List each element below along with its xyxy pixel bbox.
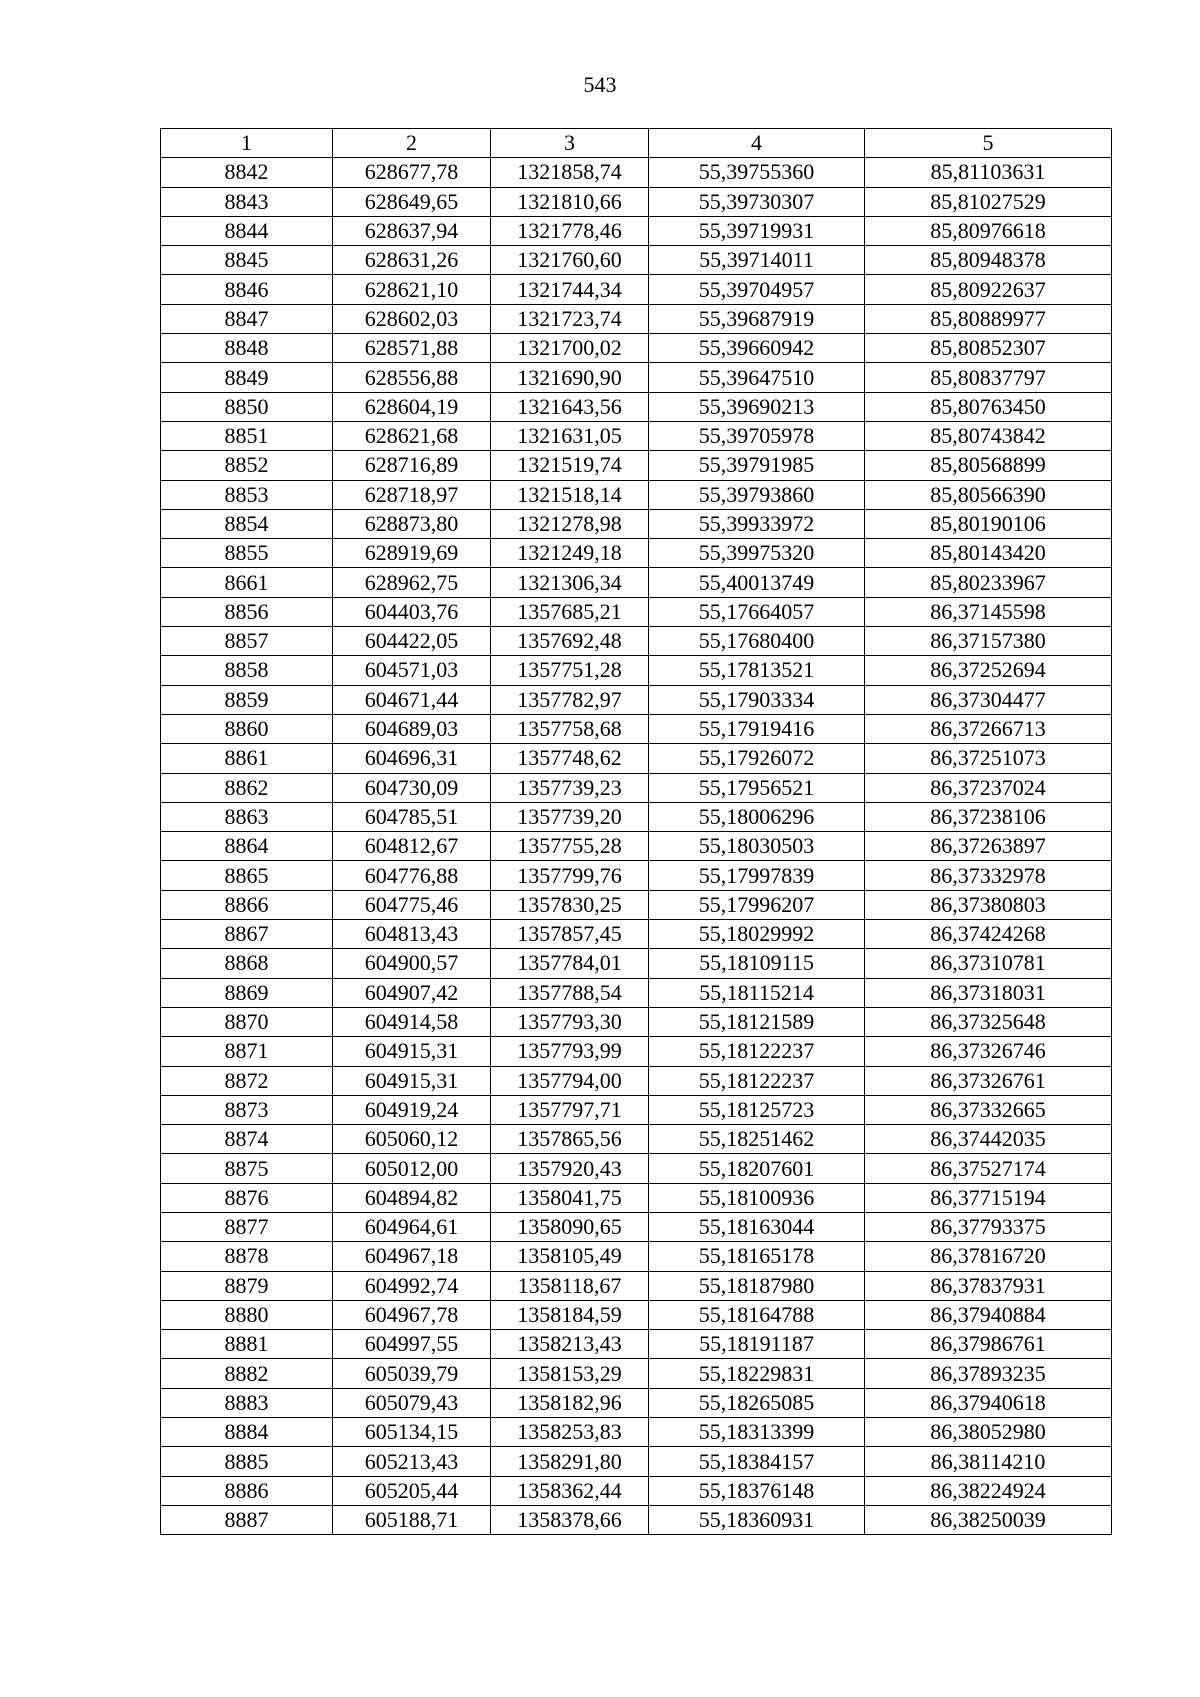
table-cell-col-4: 55,18125723	[649, 1095, 865, 1124]
table-cell-col-4: 55,39704957	[649, 275, 865, 304]
table-cell-col-5: 86,37310781	[865, 949, 1112, 978]
table-cell-col-4: 55,18384157	[649, 1447, 865, 1476]
table-cell-col-5: 86,37251073	[865, 744, 1112, 773]
table-row	[161, 1095, 1112, 1124]
table-row	[161, 1505, 1112, 1534]
coordinates-table	[160, 128, 1112, 1535]
table-cell-col-1: 8885	[161, 1447, 333, 1476]
table-cell-col-2: 604919,24	[333, 1095, 491, 1124]
table-cell-col-1: 8863	[161, 802, 333, 831]
table-cell-col-5: 86,37266713	[865, 714, 1112, 743]
table-cell-col-5: 85,80233967	[865, 568, 1112, 597]
table-cell-col-2: 604967,18	[333, 1242, 491, 1271]
column-header-4: 4	[649, 129, 865, 158]
table-cell-col-3: 1357739,23	[491, 773, 649, 802]
table-cell-col-3: 1357920,43	[491, 1154, 649, 1183]
table-row	[161, 597, 1112, 626]
table-cell-col-5: 85,80763450	[865, 392, 1112, 421]
table-row	[161, 773, 1112, 802]
table-cell-col-2: 628962,75	[333, 568, 491, 597]
table-cell-col-4: 55,18229831	[649, 1359, 865, 1388]
table-row	[161, 1212, 1112, 1241]
table-row	[161, 1476, 1112, 1505]
table-cell-col-1: 8846	[161, 275, 333, 304]
table-row	[161, 158, 1112, 187]
table-cell-col-1: 8880	[161, 1300, 333, 1329]
table-row	[161, 568, 1112, 597]
table-cell-col-4: 55,18265085	[649, 1388, 865, 1417]
table-cell-col-5: 86,37332665	[865, 1095, 1112, 1124]
table-cell-col-1: 8867	[161, 920, 333, 949]
table-cell-col-5: 86,37816720	[865, 1242, 1112, 1271]
table-cell-col-1: 8862	[161, 773, 333, 802]
table-cell-col-4: 55,39755360	[649, 158, 865, 187]
table-cell-col-3: 1321858,74	[491, 158, 649, 187]
table-cell-col-5: 86,38052980	[865, 1418, 1112, 1447]
table-cell-col-3: 1357751,28	[491, 656, 649, 685]
table-cell-col-1: 8857	[161, 627, 333, 656]
table-cell-col-1: 8851	[161, 421, 333, 450]
table-cell-col-3: 1358213,43	[491, 1330, 649, 1359]
table-cell-col-3: 1357793,99	[491, 1037, 649, 1066]
table-cell-col-5: 86,38250039	[865, 1505, 1112, 1534]
table-cell-col-1: 8868	[161, 949, 333, 978]
table-cell-col-2: 628677,78	[333, 158, 491, 187]
table-cell-col-2: 628556,88	[333, 363, 491, 392]
table-cell-col-5: 85,80837797	[865, 363, 1112, 392]
table-cell-col-2: 628873,80	[333, 509, 491, 538]
table-cell-col-2: 604422,05	[333, 627, 491, 656]
table-cell-col-3: 1357793,30	[491, 1007, 649, 1036]
table-cell-col-3: 1321643,56	[491, 392, 649, 421]
table-cell-col-1: 8870	[161, 1007, 333, 1036]
table-cell-col-1: 8887	[161, 1505, 333, 1534]
table-cell-col-1: 8879	[161, 1271, 333, 1300]
table-cell-col-3: 1358105,49	[491, 1242, 649, 1271]
table-cell-col-2: 604671,44	[333, 685, 491, 714]
table-cell-col-4: 55,17664057	[649, 597, 865, 626]
table-cell-col-2: 628571,88	[333, 334, 491, 363]
table-cell-col-3: 1358253,83	[491, 1418, 649, 1447]
table-cell-col-4: 55,18187980	[649, 1271, 865, 1300]
table-header	[161, 129, 1112, 158]
table-cell-col-5: 85,80852307	[865, 334, 1112, 363]
table-cell-col-5: 86,37332978	[865, 861, 1112, 890]
table-cell-col-2: 604894,82	[333, 1183, 491, 1212]
table-cell-col-2: 604915,31	[333, 1066, 491, 1095]
table-cell-col-2: 628637,94	[333, 216, 491, 245]
table-cell-col-5: 85,80948378	[865, 246, 1112, 275]
table-cell-col-5: 85,81103631	[865, 158, 1112, 187]
table-cell-col-2: 604907,42	[333, 978, 491, 1007]
table-row	[161, 1418, 1112, 1447]
table-cell-col-5: 86,37893235	[865, 1359, 1112, 1388]
table-cell-col-1: 8883	[161, 1388, 333, 1417]
table-cell-col-3: 1321306,34	[491, 568, 649, 597]
table-cell-col-2: 605079,43	[333, 1388, 491, 1417]
table-cell-col-1: 8856	[161, 597, 333, 626]
table-cell-col-2: 604915,31	[333, 1037, 491, 1066]
table-cell-col-4: 55,18100936	[649, 1183, 865, 1212]
table-cell-col-1: 8872	[161, 1066, 333, 1095]
table-cell-col-2: 628718,97	[333, 480, 491, 509]
header-row	[161, 129, 1112, 158]
table-cell-col-2: 604813,43	[333, 920, 491, 949]
table-cell-col-4: 55,39687919	[649, 304, 865, 333]
table-cell-col-1: 8858	[161, 656, 333, 685]
table-cell-col-1: 8877	[161, 1212, 333, 1241]
table-cell-col-5: 86,37793375	[865, 1212, 1112, 1241]
table-cell-col-3: 1321249,18	[491, 539, 649, 568]
table-cell-col-4: 55,18121589	[649, 1007, 865, 1036]
table-row	[161, 421, 1112, 450]
table-cell-col-3: 1321278,98	[491, 509, 649, 538]
table-cell-col-5: 86,37237024	[865, 773, 1112, 802]
table-row	[161, 685, 1112, 714]
table-cell-col-4: 55,18030503	[649, 832, 865, 861]
table-cell-col-4: 55,18165178	[649, 1242, 865, 1271]
table-cell-col-1: 8886	[161, 1476, 333, 1505]
table-cell-col-3: 1358362,44	[491, 1476, 649, 1505]
table-cell-col-3: 1357784,01	[491, 949, 649, 978]
table-cell-col-1: 8873	[161, 1095, 333, 1124]
table-body	[161, 158, 1112, 1535]
table-row	[161, 1271, 1112, 1300]
table-cell-col-5: 86,37157380	[865, 627, 1112, 656]
table-row	[161, 627, 1112, 656]
table-row	[161, 509, 1112, 538]
table-row	[161, 1359, 1112, 1388]
table-cell-col-1: 8847	[161, 304, 333, 333]
table-row	[161, 1388, 1112, 1417]
table-cell-col-3: 1357797,71	[491, 1095, 649, 1124]
table-row	[161, 539, 1112, 568]
table-cell-col-1: 8845	[161, 246, 333, 275]
table-cell-col-1: 8661	[161, 568, 333, 597]
table-cell-col-3: 1358182,96	[491, 1388, 649, 1417]
table-cell-col-4: 55,39793860	[649, 480, 865, 509]
table-cell-col-4: 55,17997839	[649, 861, 865, 890]
table-cell-col-4: 55,17919416	[649, 714, 865, 743]
table-cell-col-1: 8884	[161, 1418, 333, 1447]
table-cell-col-4: 55,39647510	[649, 363, 865, 392]
table-cell-col-2: 604812,67	[333, 832, 491, 861]
table-cell-col-4: 55,18360931	[649, 1505, 865, 1534]
table-row	[161, 656, 1112, 685]
table-cell-col-5: 86,37318031	[865, 978, 1112, 1007]
table-cell-col-3: 1321519,74	[491, 451, 649, 480]
table-cell-col-4: 55,39690213	[649, 392, 865, 421]
table-cell-col-2: 604775,46	[333, 890, 491, 919]
table-cell-col-1: 8865	[161, 861, 333, 890]
table-row	[161, 802, 1112, 831]
table-cell-col-4: 55,17903334	[649, 685, 865, 714]
table-cell-col-5: 85,80889977	[865, 304, 1112, 333]
table-cell-col-4: 55,40013749	[649, 568, 865, 597]
table-cell-col-5: 85,80922637	[865, 275, 1112, 304]
table-cell-col-2: 604967,78	[333, 1300, 491, 1329]
column-header-1: 1	[161, 129, 333, 158]
table-row	[161, 1154, 1112, 1183]
table-cell-col-1: 8850	[161, 392, 333, 421]
table-row	[161, 832, 1112, 861]
page-number: 543	[583, 72, 617, 97]
table-cell-col-3: 1357788,54	[491, 978, 649, 1007]
table-row	[161, 1066, 1112, 1095]
table-cell-col-5: 86,37837931	[865, 1271, 1112, 1300]
table-row	[161, 861, 1112, 890]
table-cell-col-4: 55,18122237	[649, 1066, 865, 1095]
table-cell-col-1: 8869	[161, 978, 333, 1007]
table-cell-col-5: 86,37940618	[865, 1388, 1112, 1417]
table-cell-col-5: 86,37304477	[865, 685, 1112, 714]
table-cell-col-3: 1357794,00	[491, 1066, 649, 1095]
table-cell-col-5: 86,37940884	[865, 1300, 1112, 1329]
table-cell-col-2: 604403,76	[333, 597, 491, 626]
table-cell-col-1: 8854	[161, 509, 333, 538]
table-cell-col-3: 1357755,28	[491, 832, 649, 861]
table-cell-col-3: 1358090,65	[491, 1212, 649, 1241]
table-cell-col-5: 85,81027529	[865, 187, 1112, 216]
table-row	[161, 363, 1112, 392]
table-cell-col-3: 1357865,56	[491, 1125, 649, 1154]
table-cell-col-4: 55,18109115	[649, 949, 865, 978]
table-cell-col-3: 1357758,68	[491, 714, 649, 743]
table-cell-col-1: 8871	[161, 1037, 333, 1066]
table-cell-col-3: 1357692,48	[491, 627, 649, 656]
table-cell-col-2: 604776,88	[333, 861, 491, 890]
table-row	[161, 1447, 1112, 1476]
table-row	[161, 246, 1112, 275]
table-row	[161, 1242, 1112, 1271]
table-cell-col-2: 604992,74	[333, 1271, 491, 1300]
table-row	[161, 1007, 1112, 1036]
table-cell-col-3: 1357799,76	[491, 861, 649, 890]
table-cell-col-3: 1321723,74	[491, 304, 649, 333]
table-row	[161, 1330, 1112, 1359]
table-cell-col-2: 605039,79	[333, 1359, 491, 1388]
table-cell-col-5: 85,80190106	[865, 509, 1112, 538]
table-cell-col-4: 55,39714011	[649, 246, 865, 275]
table-cell-col-3: 1357782,97	[491, 685, 649, 714]
table-cell-col-1: 8844	[161, 216, 333, 245]
table-cell-col-4: 55,18376148	[649, 1476, 865, 1505]
table-row	[161, 1300, 1112, 1329]
table-cell-col-5: 86,37263897	[865, 832, 1112, 861]
table-cell-col-3: 1321778,46	[491, 216, 649, 245]
table-cell-col-5: 86,37986761	[865, 1330, 1112, 1359]
table-row	[161, 451, 1112, 480]
table-row	[161, 1037, 1112, 1066]
table-row	[161, 392, 1112, 421]
table-row	[161, 304, 1112, 333]
table-cell-col-5: 85,80743842	[865, 421, 1112, 450]
table-cell-col-4: 55,18191187	[649, 1330, 865, 1359]
table-cell-col-2: 605012,00	[333, 1154, 491, 1183]
table-cell-col-1: 8864	[161, 832, 333, 861]
table-cell-col-5: 85,80976618	[865, 216, 1112, 245]
table-cell-col-1: 8881	[161, 1330, 333, 1359]
table-cell-col-1: 8876	[161, 1183, 333, 1212]
table-cell-col-4: 55,18122237	[649, 1037, 865, 1066]
table-cell-col-4: 55,17926072	[649, 744, 865, 773]
table-cell-col-1: 8849	[161, 363, 333, 392]
table-cell-col-2: 604689,03	[333, 714, 491, 743]
table-cell-col-5: 86,38224924	[865, 1476, 1112, 1505]
table-cell-col-3: 1321744,34	[491, 275, 649, 304]
table-cell-col-2: 628631,26	[333, 246, 491, 275]
table-cell-col-5: 85,80566390	[865, 480, 1112, 509]
table-row	[161, 744, 1112, 773]
table-cell-col-2: 604730,09	[333, 773, 491, 802]
table-cell-col-4: 55,39975320	[649, 539, 865, 568]
table-cell-col-3: 1358118,67	[491, 1271, 649, 1300]
table-cell-col-5: 86,37380803	[865, 890, 1112, 919]
table-cell-col-2: 604900,57	[333, 949, 491, 978]
table-cell-col-2: 605213,43	[333, 1447, 491, 1476]
table-row	[161, 480, 1112, 509]
table-row	[161, 978, 1112, 1007]
table-row	[161, 920, 1112, 949]
table-cell-col-4: 55,18029992	[649, 920, 865, 949]
table-cell-col-2: 604696,31	[333, 744, 491, 773]
table-cell-col-5: 86,37238106	[865, 802, 1112, 831]
table-cell-col-1: 8861	[161, 744, 333, 773]
table-cell-col-2: 604997,55	[333, 1330, 491, 1359]
table-cell-col-3: 1358041,75	[491, 1183, 649, 1212]
table-cell-col-4: 55,18006296	[649, 802, 865, 831]
table-cell-col-4: 55,18313399	[649, 1418, 865, 1447]
table-cell-col-4: 55,39705978	[649, 421, 865, 450]
table-cell-col-5: 86,37326746	[865, 1037, 1112, 1066]
table-cell-col-5: 86,37442035	[865, 1125, 1112, 1154]
table-cell-col-2: 605134,15	[333, 1418, 491, 1447]
table-cell-col-1: 8852	[161, 451, 333, 480]
table-cell-col-2: 628649,65	[333, 187, 491, 216]
table-cell-col-4: 55,39719931	[649, 216, 865, 245]
table-cell-col-1: 8855	[161, 539, 333, 568]
table-cell-col-2: 604571,03	[333, 656, 491, 685]
table-cell-col-2: 605205,44	[333, 1476, 491, 1505]
table-cell-col-5: 86,37145598	[865, 597, 1112, 626]
column-header-5: 5	[865, 129, 1112, 158]
table-cell-col-1: 8860	[161, 714, 333, 743]
table-cell-col-1: 8875	[161, 1154, 333, 1183]
table-cell-col-5: 85,80143420	[865, 539, 1112, 568]
table-row	[161, 1183, 1112, 1212]
table-cell-col-5: 86,37715194	[865, 1183, 1112, 1212]
table-cell-col-4: 55,39660942	[649, 334, 865, 363]
table-row	[161, 714, 1112, 743]
table-cell-col-4: 55,39933972	[649, 509, 865, 538]
table-cell-col-4: 55,17996207	[649, 890, 865, 919]
table-row	[161, 216, 1112, 245]
table-cell-col-4: 55,18164788	[649, 1300, 865, 1329]
table-cell-col-5: 85,80568899	[865, 451, 1112, 480]
table-row	[161, 334, 1112, 363]
table-cell-col-5: 86,37527174	[865, 1154, 1112, 1183]
table-cell-col-4: 55,17813521	[649, 656, 865, 685]
table-cell-col-3: 1357830,25	[491, 890, 649, 919]
table-cell-col-1: 8843	[161, 187, 333, 216]
table-cell-col-5: 86,37252694	[865, 656, 1112, 685]
table-cell-col-4: 55,18115214	[649, 978, 865, 1007]
table-row	[161, 1125, 1112, 1154]
table-cell-col-1: 8878	[161, 1242, 333, 1271]
table-cell-col-2: 628621,68	[333, 421, 491, 450]
table-cell-col-3: 1357739,20	[491, 802, 649, 831]
table-cell-col-1: 8853	[161, 480, 333, 509]
column-header-2: 2	[333, 129, 491, 158]
table-cell-col-2: 628604,19	[333, 392, 491, 421]
table-cell-col-5: 86,37326761	[865, 1066, 1112, 1095]
table-cell-col-2: 605188,71	[333, 1505, 491, 1534]
table-cell-col-2: 628621,10	[333, 275, 491, 304]
table-cell-col-2: 604914,58	[333, 1007, 491, 1036]
table-row	[161, 949, 1112, 978]
table-cell-col-2: 604964,61	[333, 1212, 491, 1241]
table-cell-col-1: 8848	[161, 334, 333, 363]
table-cell-col-1: 8842	[161, 158, 333, 187]
table-cell-col-3: 1321760,60	[491, 246, 649, 275]
table-cell-col-1: 8866	[161, 890, 333, 919]
table-cell-col-4: 55,18251462	[649, 1125, 865, 1154]
table-cell-col-2: 605060,12	[333, 1125, 491, 1154]
table-row	[161, 890, 1112, 919]
table-cell-col-2: 604785,51	[333, 802, 491, 831]
table-row	[161, 187, 1112, 216]
table-cell-col-1: 8859	[161, 685, 333, 714]
table-cell-col-3: 1357748,62	[491, 744, 649, 773]
table-cell-col-5: 86,37325648	[865, 1007, 1112, 1036]
table-cell-col-5: 86,38114210	[865, 1447, 1112, 1476]
table-cell-col-5: 86,37424268	[865, 920, 1112, 949]
table-row	[161, 275, 1112, 304]
table-cell-col-3: 1358291,80	[491, 1447, 649, 1476]
table-cell-col-4: 55,17680400	[649, 627, 865, 656]
table-cell-col-3: 1358184,59	[491, 1300, 649, 1329]
table-cell-col-2: 628716,89	[333, 451, 491, 480]
table-cell-col-3: 1321810,66	[491, 187, 649, 216]
table-cell-col-3: 1321700,02	[491, 334, 649, 363]
table-cell-col-4: 55,39730307	[649, 187, 865, 216]
table-cell-col-4: 55,39791985	[649, 451, 865, 480]
table-cell-col-1: 8882	[161, 1359, 333, 1388]
column-header-3: 3	[491, 129, 649, 158]
table-cell-col-2: 628602,03	[333, 304, 491, 333]
table-cell-col-2: 628919,69	[333, 539, 491, 568]
table-cell-col-4: 55,17956521	[649, 773, 865, 802]
table-cell-col-4: 55,18163044	[649, 1212, 865, 1241]
table-cell-col-3: 1321631,05	[491, 421, 649, 450]
table-cell-col-3: 1357685,21	[491, 597, 649, 626]
table-cell-col-3: 1357857,45	[491, 920, 649, 949]
table-cell-col-4: 55,18207601	[649, 1154, 865, 1183]
table-cell-col-3: 1358153,29	[491, 1359, 649, 1388]
table-cell-col-1: 8874	[161, 1125, 333, 1154]
table-cell-col-3: 1321690,90	[491, 363, 649, 392]
table-cell-col-3: 1358378,66	[491, 1505, 649, 1534]
table-cell-col-3: 1321518,14	[491, 480, 649, 509]
